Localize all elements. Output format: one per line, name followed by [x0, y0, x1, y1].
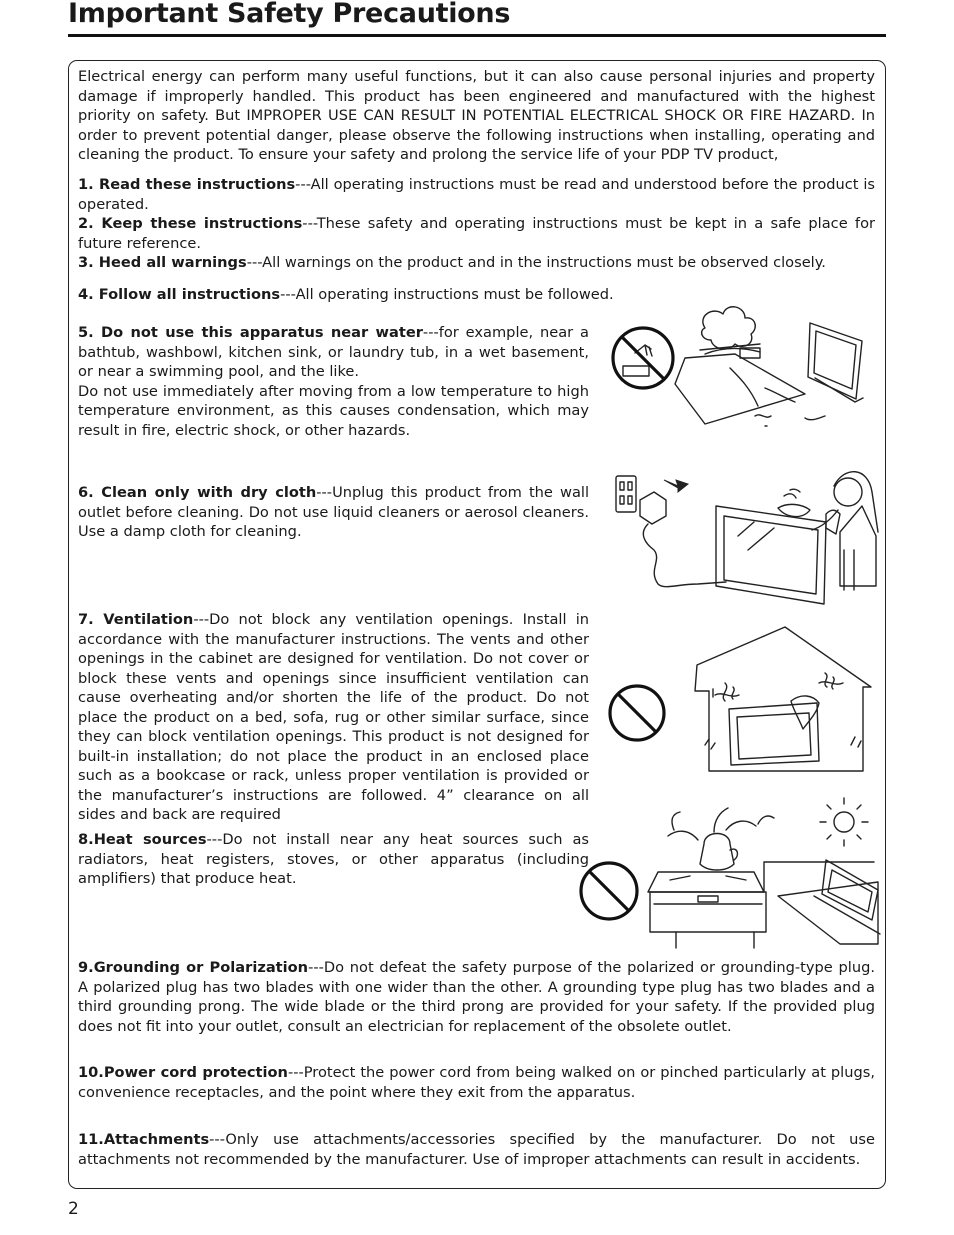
- item-heading: 8.Heat sources: [78, 831, 207, 848]
- item-text: ---Unplug this product from the wall outlet before cleaning. Do not use liquid cleaners or aerosol cleaners. Use a damp cloth for cleaning.: [78, 484, 590, 540]
- page-number: 2: [68, 1199, 79, 1219]
- item-heading: 2. Keep these instructions: [78, 215, 303, 232]
- no-water-icon: [605, 298, 875, 438]
- item-power-cord: [78, 1063, 875, 1102]
- dry-cloth-cleaning-icon: [608, 466, 884, 596]
- item-text: ---All operating instructions must be read and understood before the product is operated.: [78, 176, 875, 213]
- no-blocked-ventilation-icon: [605, 625, 881, 775]
- item-attachments: [78, 1130, 875, 1169]
- item-heading: 4. Follow all instructions: [78, 286, 281, 303]
- item-heading: 11.Attachments: [78, 1131, 210, 1148]
- item-text: ---All warnings on the product and in the instructions must be observed closely.: [246, 254, 826, 271]
- item-heading: 10.Power cord protection: [78, 1064, 288, 1081]
- title-rule: [68, 34, 886, 37]
- intro-paragraph: Electrical energy can perform many useful functions, but it can also cause personal injuries and property damage if improperly handled. This product has been engineered and manufactured with the highest priority on safety. But IMPROPER USE CAN RESULT IN POTENTIAL ELECTRICAL SHOCK OR FIRE HAZARD. In order to prevent potential danger, please observe the following instructions when installing, operating and cleaning the product. To ensure your safety and prolong the service life of your PDP TV product,: [78, 68, 875, 163]
- item-water: [78, 323, 589, 440]
- page-title: Important Safety Precautions: [68, 0, 511, 29]
- item-text: ---Protect the power cord from being walked on or pinched particularly at plugs, convenience receptacles, and the point where they exit from the apparatus.: [78, 1064, 875, 1101]
- item-heed-warnings: [78, 253, 875, 273]
- item-text: ---for example, near a bathtub, washbowl, kitchen sink, or laundry tub, in a wet basement, or near a swimming pool, and the like.: [78, 324, 589, 380]
- item-heading: 7. Ventilation: [78, 611, 194, 628]
- item-text: ---Do not defeat the safety purpose of the polarized or grounding-type plug. A polarized plug has two blades with one wider than the other. A grounding type plug has two blades and a third grounding prong. The wide blade or the third prong are provided for your safety. If the provided plug does not fit into your outlet, consult an electrician for replacement of the obsolete outlet.: [78, 959, 875, 1035]
- item-text: ---Do not install near any heat sources such as radiators, heat registers, stoves, or other apparatus (including amplifiers) that produce heat.: [78, 831, 589, 887]
- item-heading: 3. Heed all warnings: [78, 254, 247, 271]
- item-heading: 9.Grounding or Polarization: [78, 959, 309, 976]
- item-clean: [78, 483, 589, 542]
- item-heading: 5. Do not use this apparatus near water: [78, 324, 423, 341]
- item-text: ---Only use attachments/accessories specified by the manufacturer. Do not use attachments not recommended by the manufacturer. Use of improper attachments can result in accidents.: [78, 1131, 875, 1168]
- item-text: ---These safety and operating instructions must be kept in a safe place for future reference.: [78, 215, 875, 252]
- no-heat-source-icon: [578, 800, 884, 948]
- item-ventilation: [78, 610, 589, 825]
- item-grounding: [78, 958, 875, 1036]
- item-text: ---Do not block any ventilation openings. Install in accordance with the manufacturer instructions. The vents and other openings in the cabinet are designed for ventilation. Do not cover or block these vents and openings since insufficient ventilation can cause overheating and/or shorten the life of the product. Do not place the product on a bed, sofa, rug or other similar surface, since they can block ventilation openings. This product is not designed for built-in installation; do not place the product in an enclosed place such as a bookcase or rack, unless proper ventilation is provided or the manufacturer’s instructions are followed. 4” clearance on all sides and back are required: [78, 611, 589, 823]
- item-keep-instructions: [78, 214, 875, 253]
- item-text: ---All operating instructions must be followed.: [280, 286, 614, 303]
- item-heat: [78, 830, 589, 889]
- item-heading: 6. Clean only with dry cloth: [78, 484, 317, 501]
- item-heading: 1. Read these instructions: [78, 176, 296, 193]
- item-text-condensation: Do not use immediately after moving from a low temperature to high temperature environment, as this causes condensation, which may result in fire, electric shock, or other hazards.: [78, 382, 589, 439]
- item-read-instructions: [78, 175, 875, 214]
